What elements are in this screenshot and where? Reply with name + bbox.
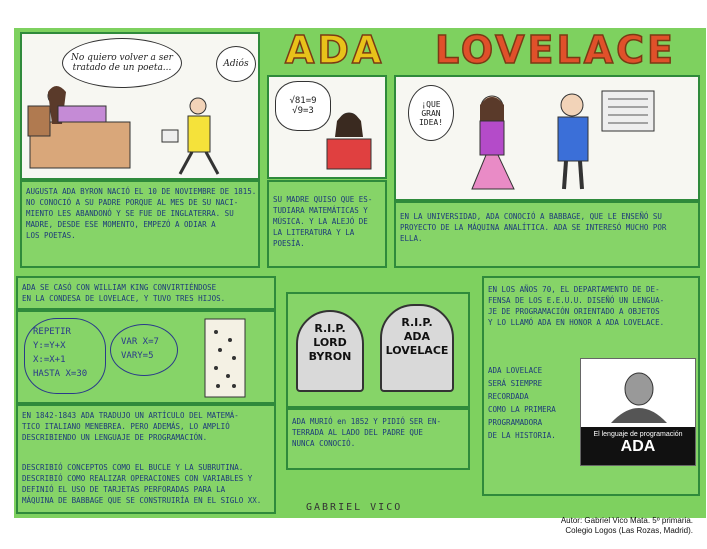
credit-caption <box>561 516 693 536</box>
scene-ada-studying <box>269 77 385 177</box>
panel-2-drawing <box>267 75 387 179</box>
panel-4-text: ADA SE CASÓ CON WILLIAM KING CONVIRTIÉNDOSE EN LA CONDESA DE LOVELACE, Y TUVO TRES HIJOS. <box>22 283 226 303</box>
speech-bubble-adios: Adiós <box>216 46 256 82</box>
credit-line-2: Colegio Logos (Las Rozas, Madrid). <box>565 526 693 535</box>
panel-4-drawing <box>16 310 276 404</box>
book-ada: ADA <box>620 438 656 455</box>
panel-1-drawing <box>20 32 260 180</box>
punched-card-icon <box>204 318 246 398</box>
ada-portrait-icon <box>601 369 677 423</box>
math-expression-2: √9=3 <box>292 106 314 116</box>
speech-bubble-idea: ¡QUE GRAN IDEA! <box>408 85 454 141</box>
variables-text: VAR X=7 VARY=5 <box>121 337 159 361</box>
tombstone-lord-byron: R.I.P. LORD BYRON <box>296 310 364 392</box>
scene-mother-leaving-father <box>22 34 258 178</box>
panel-5-text-box <box>286 408 470 470</box>
ada-book-cover <box>580 358 696 466</box>
panel-6-text-2: ADA LOVELACE SERÁ SIEMPRE RECORDADA COMO LA PRIMERA PROGRAMADORA DE LA HISTORIA. <box>488 366 556 440</box>
panel-3-text-box <box>394 201 700 268</box>
panel-4-text-box <box>16 276 276 310</box>
panel-3-drawing <box>394 75 700 201</box>
panel-6 <box>482 276 700 496</box>
speech-bubble-father: No quiero volver a ser tratado de un poeta... <box>62 38 182 88</box>
panel-1-text: AUGUSTA ADA BYRON NACIÓ EL 10 DE NOVIEMBRE DE 1815. NO CONOCIÓ A SU PADRE PORQUE AL MES DE SU NACI- MIENTO LES ABANDONÓ Y SE FUE DE INGLATERRA. SU MADRE, DESDE ESE MOMENTO, EMPEZÓ A ODIAR A LOS POETAS. <box>26 187 257 240</box>
panel-2-text-box <box>267 180 387 268</box>
variables-bubble <box>110 324 178 376</box>
panel-5-drawing <box>286 292 470 408</box>
signature: GABRIEL VICO <box>306 502 403 513</box>
title-lovelace: LOVELACE <box>435 28 676 72</box>
panel-4-text-3: DESCRIBIÓ CONCEPTOS COMO EL BUCLE Y LA SUBRUTINA. DESCRIBIÓ COMO REALIZAR OPERACIONES CON VARIABLES Y DEFINIÓ EL USO DE TARJETAS PERFORADAS PARA LA MÁQUINA DE BABBAGE QUE SE CONSTRUIRÍA EN EL SIGLO XX. <box>22 463 262 505</box>
book-title-band <box>581 427 695 465</box>
panel-2-text: SU MADRE QUISO QUE ES- TUDIARA MATEMÁTICAS Y MÚSICA. Y LA ALEJÓ DE LA LITERATURA Y LA POESÍA. <box>273 195 373 248</box>
code-loop: REPETIR Y:=Y+X X:=X+1 HASTA X=30 <box>33 327 88 379</box>
panel-3-text: EN LA UNIVERSIDAD, ADA CONOCIÓ A BABBAGE, QUE LE ENSEÑÓ SU PROYECTO DE LA MÁQUINA ANALÍTICA. ADA SE INTERESÓ MUCHO POR ELLA. <box>400 212 667 243</box>
book-title: El lenguaje de programación <box>593 431 683 438</box>
math-expression-1: √81=9 <box>289 96 317 106</box>
title-ada: ADA <box>285 28 385 72</box>
panel-5-text: ADA MURIÓ en 1852 Y PIDIÓ SER EN- TERRADA AL LADO DEL PADRE QUE NUNCA CONOCIÓ. <box>292 417 442 448</box>
panel-4-text-box-2 <box>16 404 276 514</box>
panel-6-text: EN LOS AÑOS 70, EL DEPARTAMENTO DE DE- FENSA DE LOS E.E.U.U. DISEÑÓ UN LENGUA- JE DE PROGRAMACIÓN ORIENTADO A OBJETOS Y LO LLAMÓ ADA EN HONOR A ADA LOVELACE. <box>488 285 665 327</box>
credit-line-1: Autor: Gabriel Vico Mata. 5º primaria. <box>560 516 693 525</box>
panel-4-text-2: EN 1842-1843 ADA TRADUJO UN ARTÍCULO DEL MATEMÁ- TICO ITALIANO MENEBREA. PERO ADEMÁS, LO AMPLIÓ DESCRIBIENDO UN LENGUAJE DE PROGRAMACIÓN. <box>22 411 239 442</box>
scene-ada-meets-babbage <box>396 77 698 199</box>
code-loop-bubble <box>24 318 106 394</box>
tombstone-ada-lovelace: R.I.P. ADA LOVELACE <box>380 304 454 392</box>
panel-1-text-box <box>20 180 260 268</box>
